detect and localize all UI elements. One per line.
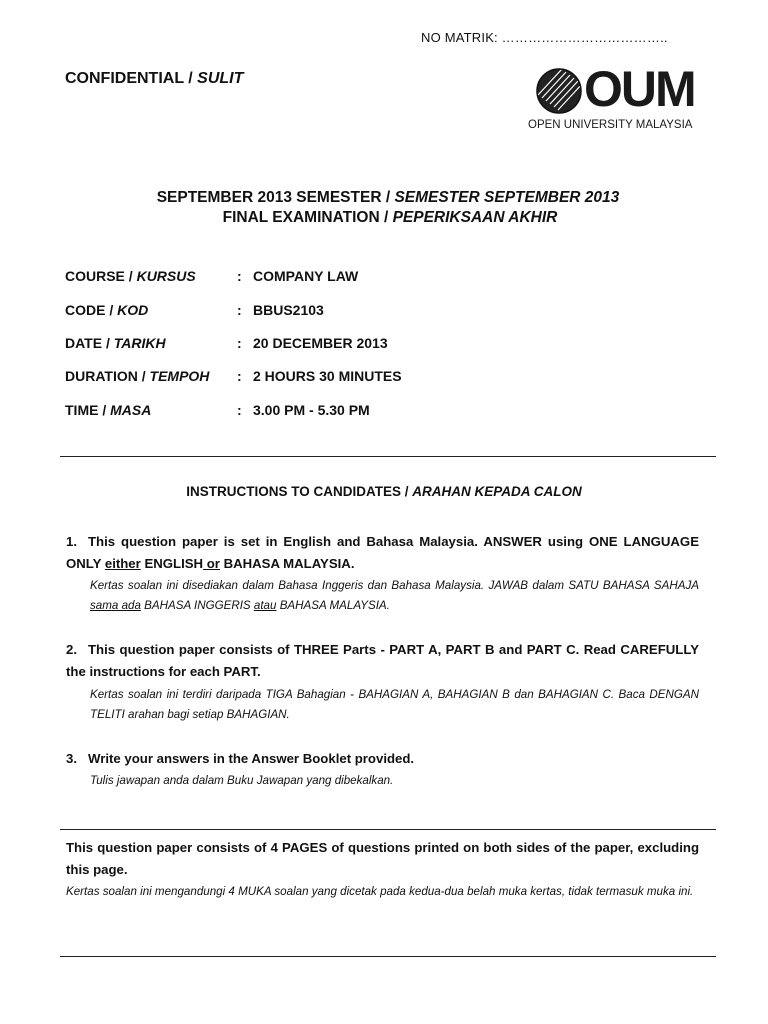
info-value: BBUS2103 <box>253 302 324 318</box>
info-value: 2 HOURS 30 MINUTES <box>253 368 402 384</box>
divider <box>60 829 716 830</box>
divider <box>60 956 716 957</box>
matric-number-field: NO MATRIK: ……………………………….. <box>421 30 668 45</box>
exam-title <box>6 209 768 227</box>
exam-title-ms: PEPERIKSAAN AKHIR <box>392 209 558 226</box>
info-label: COURSE / KURSUS <box>65 268 196 284</box>
info-colon: : <box>237 302 242 318</box>
semester-title <box>4 189 768 207</box>
oum-logo-subtitle: OPEN UNIVERSITY MALAYSIA <box>528 119 693 131</box>
item-number: 3. <box>66 751 77 766</box>
info-value: 20 DECEMBER 2013 <box>253 335 388 351</box>
oum-logo-wordmark: OUM <box>584 61 695 117</box>
instruction-item-1-malay: Kertas soalan ini disediakan dalam Bahasa Inggeris dan Bahasa Malaysia. JAWAB dalam SATU BAHASA SAHAJA sama ada BAHASA INGGERIS atau BAHASA MALAYSIA. <box>90 579 699 612</box>
info-label: DURATION / TEMPOH <box>65 368 210 384</box>
semester-title-ms: SEMESTER SEPTEMBER 2013 <box>394 189 620 206</box>
item-number: 2. <box>66 642 77 657</box>
info-colon: : <box>237 268 242 284</box>
info-label: TIME / MASA <box>65 402 152 418</box>
confidential-label <box>65 70 243 88</box>
info-label: DATE / TARIKH <box>65 335 166 351</box>
instruction-item-1: 1. This question paper is set in English and Bahasa Malaysia. ANSWER using ONE LANGUAGE ONLY either ENGLISH or BAHASA MALAYSIA. <box>66 531 699 575</box>
oum-globe-icon <box>536 68 582 114</box>
instruction-item-3: 3. Write your answers in the Answer Booklet provided. <box>66 748 699 770</box>
info-colon: : <box>237 335 242 351</box>
instructions-heading: INSTRUCTIONS TO CANDIDATES / ARAHAN KEPADA CALON <box>186 484 582 499</box>
item-number: 1. <box>66 534 77 549</box>
semester-title-en: SEPTEMBER 2013 SEMESTER / <box>156 189 395 206</box>
info-colon: : <box>237 368 242 384</box>
confidential-en: CONFIDENTIAL / <box>65 70 198 87</box>
instruction-item-2-malay: Kertas soalan ini terdiri daripada TIGA Bahagian - BAHAGIAN A, BAHAGIAN B dan BAHAGIAN C. Baca DENGAN TELITI arahan bagi setiap BAHAGIAN. <box>90 688 699 721</box>
oum-logo <box>528 61 709 136</box>
info-value: 3.00 PM - 5.30 PM <box>253 402 370 418</box>
info-colon: : <box>237 402 242 418</box>
page-count-note: This question paper consists of 4 PAGES of questions printed on both sides of the paper, excluding this page. <box>66 840 699 877</box>
exam-title-en: FINAL EXAMINATION / <box>222 209 393 226</box>
instruction-item-2: 2. This question paper consists of THREE Parts - PART A, PART B and PART C. Read CAREFULLY the instructions for each PART. <box>66 639 699 683</box>
instruction-item-3-malay: Tulis jawapan anda dalam Buku Jawapan yang dibekalkan. <box>90 774 394 787</box>
confidential-ms: SULIT <box>197 70 244 87</box>
page-count-note-malay: Kertas soalan ini mengandungi 4 MUKA soalan yang dicetak pada kedua-dua belah muka kertas, tidak termasuk muka ini. <box>66 885 694 898</box>
divider <box>60 456 716 457</box>
info-value: COMPANY LAW <box>253 268 359 284</box>
info-label: CODE / KOD <box>65 302 149 318</box>
